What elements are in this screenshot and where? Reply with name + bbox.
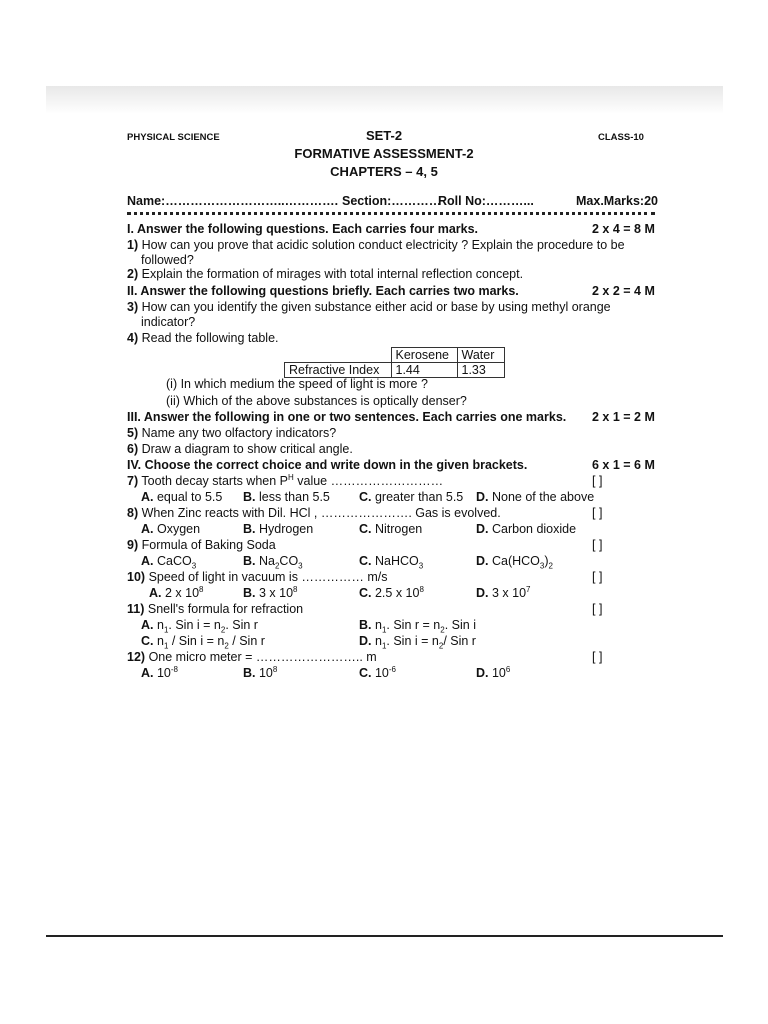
q12-option-b: B. $10^8$ [243,664,278,680]
table-value-kerosene: 1.44 [391,363,457,378]
roll-field: Roll No:………... [438,194,534,208]
page-bottom-rule [46,935,723,937]
q10-option-b: B. 3 x $10^8$ [243,584,298,600]
question-4-sub-i: (i) In which medium the speed of light is more ? [166,377,428,391]
table-value-water: 1.33 [457,363,504,378]
q11-option-d: D. $n_1$. Sin $i = n_2/$ Sin r [359,634,476,651]
q9-option-d: D. $Ca(HCO_3)_2$ [476,554,553,571]
q11-option-b: B. $n_1$. Sin $r = n_2$. Sin i [359,618,476,635]
assessment-title: FORMATIVE ASSESSMENT-2 [294,146,474,161]
section-3-title: III. Answer the following in one or two sentences. Each carries one marks. [127,410,567,424]
section-1-marks: 2 x 4 = 8 M [592,222,655,236]
question-4: 4) Read the following table. [127,331,279,345]
q12-option-a: A. $10^{-8}$ [141,664,179,680]
q8-option-c: C. Nitrogen [359,522,423,536]
section-2-marks: 2 x 2 = 4 M [592,284,655,298]
q12-option-c: C. $10^{-6}$ [359,664,397,680]
class-label: CLASS-10 [598,132,644,143]
question-9: 9) Formula of Baking Soda [127,538,276,552]
question-4-sub-ii: (ii) Which of the above substances is optically denser? [166,394,467,408]
question-3-cont: indicator? [141,315,196,329]
question-3: 3) How can you identify the given substance either acid or base by using methyl orange [127,300,611,314]
section-4-marks: 6 x 1 = 6 M [592,458,655,472]
q10-option-c: C. 2.5 x $10^8$ [359,584,424,600]
question-1-cont: followed? [141,253,194,267]
q10-option-d: D. 3 x $10^7$ [476,584,531,600]
q8-option-b: B. Hydrogen [243,522,314,536]
section-4-title: IV. Choose the correct choice and write down in the given brackets. [127,458,528,472]
q10-option-a: A. 2 x $10^8$ [149,584,204,600]
q12-option-d: D. $10^6$ [476,664,511,680]
answer-bracket-8[interactable]: [ ] [592,506,603,520]
question-7: 7) Tooth decay starts when $P^H$ value ……………………… [127,472,444,488]
answer-bracket-7[interactable]: [ ] [592,474,603,488]
question-11: 11) Snell's formula for refraction [127,602,304,616]
q7-option-d: D. None of the above [476,490,595,504]
table-corner [285,348,392,363]
q9-option-b: B. $Na_2CO_3$ [243,554,303,571]
q7-option-b: B. less than 5.5 [243,490,330,504]
q8-option-a: A. Oxygen [141,522,201,536]
answer-bracket-10[interactable]: [ ] [592,570,603,584]
question-1: 1) How can you prove that acidic solution conduct electricity ? Explain the procedure to be [127,238,625,252]
q8-option-d: D. Carbon dioxide [476,522,577,536]
q9-option-c: C. NaHCO$_3$ [359,554,424,571]
section-field: Section:………… [342,194,442,208]
question-5: 5) Name any two olfactory indicators? [127,426,337,440]
section-2-title: II. Answer the following questions briefly. Each carries two marks. [127,284,519,298]
answer-bracket-9[interactable]: [ ] [592,538,603,552]
subject-label: PHYSICAL SCIENCE [127,132,220,143]
table-row-label: Refractive Index [285,363,392,378]
dotted-divider [127,212,655,215]
q7-option-c: C. greater than 5.5 [359,490,464,504]
max-marks: Max.Marks:20 [576,194,658,208]
section-3-marks: 2 x 1 = 2 M [592,410,655,424]
table-header-water: Water [457,348,504,363]
question-6: 6) Draw a diagram to show critical angle. [127,442,353,456]
refractive-index-table [284,347,505,378]
q11-option-a: A. $n_1$. Sin $i = n_2$. Sin r [141,618,258,635]
answer-bracket-11[interactable]: [ ] [592,602,603,616]
answer-bracket-12[interactable]: [ ] [592,650,603,664]
name-field: Name:………………………..…………. [127,194,339,208]
table-header-kerosene: Kerosene [391,348,457,363]
question-10: 10) Speed of light in vacuum is …………… m/s [127,570,388,584]
question-8: 8) When Zinc reacts with Dil. HCl , …………………. Gas is evolved. [127,506,501,520]
section-1-title: I. Answer the following questions. Each carries four marks. [127,222,479,236]
question-2: 2) Explain the formation of mirages with total internal reflection concept. [127,267,524,281]
q9-option-a: A. CaCO$_3$ [141,554,197,571]
q11-option-c: C. $n_1$ / Sin $i = n_2$ / Sin r [141,634,265,651]
question-12: 12) One micro meter = …………………….. m [127,650,377,664]
set-title: SET-2 [365,128,403,143]
q7-option-a: A. equal to 5.5 [141,490,223,504]
chapters-title: CHAPTERS – 4, 5 [330,164,438,179]
top-band [46,86,723,114]
